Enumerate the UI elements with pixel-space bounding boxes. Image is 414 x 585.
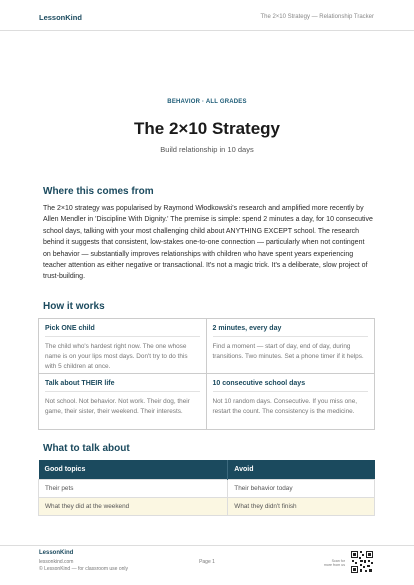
- footer-copyright: © LessonKind — for classroom use only: [39, 566, 129, 572]
- footer-divider: [0, 545, 414, 546]
- table-cell: Their pets: [39, 480, 228, 498]
- step-card-body: Not school. Not behavior. Not work. Their dog, their game, their sister, their weekend. Their interests.: [45, 398, 190, 415]
- step-card-title: 2 minutes, every day: [213, 325, 369, 337]
- header-document-title: The 2×10 Strategy — Relationship Tracker: [260, 14, 374, 20]
- table-cell: Their behavior today: [228, 480, 375, 498]
- page-header: [0, 0, 414, 31]
- section-heading-origin: Where this comes from: [43, 186, 154, 197]
- table-cell: What they didn't finish: [228, 498, 375, 516]
- scan-caption-line: Scan for: [331, 559, 345, 563]
- step-card-body: The child who's hardest right now. The one whose name is on your lips most days. Don't try to do this with 5 children at once.: [45, 343, 188, 370]
- step-card-body: Not 10 random days. Consecutive. If you miss one, restart the count. The consistency is the medicine.: [212, 398, 358, 415]
- page-number: Page 1: [199, 559, 215, 565]
- origin-paragraph: The 2×10 strategy was popularised by Raymond Włodkowski's research and amplified more recently by Allen Mendler in 'Discipline With Dignity.' The premise is simple: spend 2 minutes a day, for 10 consecutive school days, talking with your most challenging child about ANYTHING EXCEPT school. The research behind it suggests that consistent, low-stakes one-to-one connection — particularly when not contingent on behavior — substantially improves relationships with children who have spent years experiencing teacher attention as either negative or transactional. It's not a magic trick. It's a deliberate, slow project of trust-building.: [43, 205, 373, 281]
- scan-caption: [315, 559, 345, 568]
- how-it-works-grid: [38, 318, 375, 430]
- page-title: The 2×10 Strategy: [134, 119, 280, 138]
- step-card: [39, 374, 207, 429]
- page-subtitle: Build relationship in 10 days: [160, 145, 254, 154]
- footer-site-link[interactable]: lessonkind.com: [39, 559, 74, 565]
- brand-logo-text[interactable]: LessonKind: [39, 13, 82, 22]
- scan-caption-line: more from us: [323, 563, 345, 568]
- step-card: [207, 374, 375, 429]
- qr-code-icon[interactable]: [350, 550, 374, 574]
- step-card-title: Pick ONE child: [45, 325, 200, 337]
- table-cell: What they did at the weekend: [39, 498, 228, 516]
- section-heading-topics: What to talk about: [43, 443, 130, 454]
- step-card-title: Talk about THEIR life: [45, 380, 200, 392]
- table-header-row: [39, 460, 375, 480]
- section-heading-how: How it works: [43, 301, 105, 312]
- table-row: [39, 498, 375, 516]
- step-card-body: Find a moment — start of day, end of day, during transitions. Two minutes. Set a phone timer if it helps.: [212, 343, 364, 360]
- column-header-good: Good topics: [39, 460, 228, 480]
- footer-brand: LessonKind: [39, 550, 74, 556]
- step-card: [207, 319, 375, 374]
- topics-table: [38, 460, 375, 516]
- column-header-avoid: Avoid: [228, 460, 375, 480]
- table-row: [39, 480, 375, 498]
- step-card-title: 10 consecutive school days: [213, 380, 369, 392]
- category-kicker: BEHAVIOR · ALL GRADES: [167, 99, 247, 105]
- step-card: [39, 319, 207, 374]
